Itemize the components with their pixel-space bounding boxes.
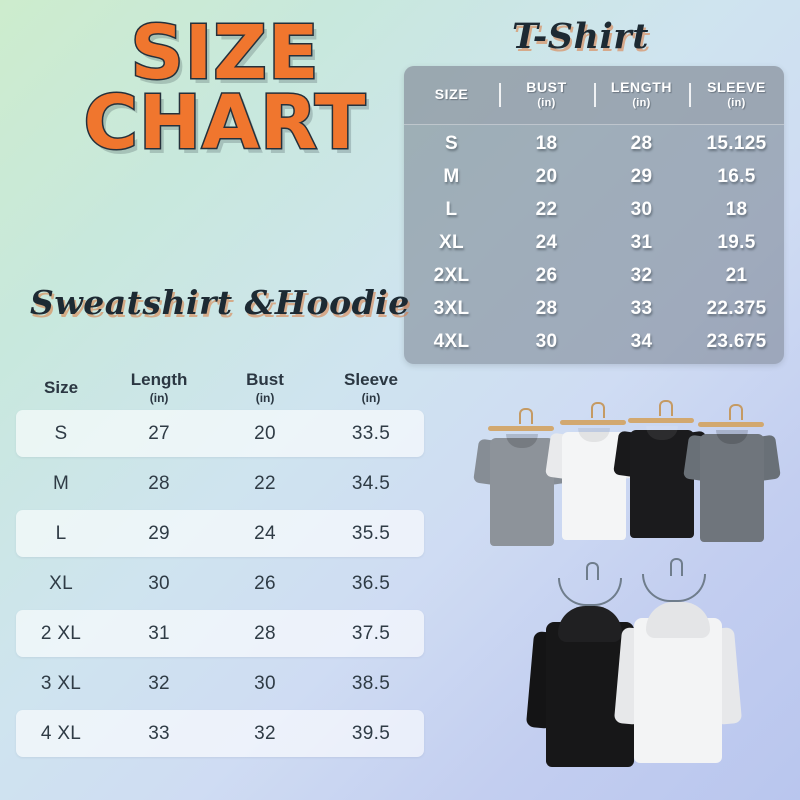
cell-bust: 20 <box>535 165 558 187</box>
table-row <box>16 710 424 757</box>
cell-length: 31 <box>148 622 170 644</box>
sweatshirt-header-sleeve-unit: (in) <box>361 390 381 405</box>
cell-length: 28 <box>148 472 170 494</box>
cell-bust: 24 <box>254 522 276 544</box>
table-row <box>404 127 784 160</box>
cell-sleeve: 16.5 <box>717 165 756 187</box>
sweatshirt-table-header-row <box>16 366 424 410</box>
table-row <box>404 193 784 226</box>
cell-size: 2XL <box>433 264 470 286</box>
table-row <box>404 226 784 259</box>
cell-length: 28 <box>630 132 653 154</box>
cell-length: 31 <box>630 231 653 253</box>
tshirt-table-header-row <box>404 66 784 125</box>
cell-length: 33 <box>630 297 653 319</box>
cell-bust: 22 <box>535 198 558 220</box>
cell-size: L <box>445 198 458 220</box>
sweatshirt-header-size: Size <box>44 378 79 398</box>
cell-bust: 30 <box>254 672 276 694</box>
cell-sleeve: 38.5 <box>351 672 391 694</box>
cell-length: 32 <box>148 672 170 694</box>
cell-size: M <box>52 472 70 494</box>
tshirt-header-bust-unit: (in) <box>537 96 556 109</box>
cell-bust: 18 <box>535 132 558 154</box>
cell-bust: 22 <box>254 472 276 494</box>
cell-sleeve: 39.5 <box>351 722 391 744</box>
table-row <box>16 660 424 707</box>
title-line-2: CHART <box>83 79 367 166</box>
cell-sleeve: 15.125 <box>706 132 767 154</box>
cell-sleeve: 21 <box>725 264 748 286</box>
cell-sleeve: 19.5 <box>717 231 756 253</box>
dark-grey-tshirt-photo <box>686 424 778 542</box>
white-hoodie-photo <box>618 590 738 765</box>
cell-sleeve: 23.675 <box>706 330 767 352</box>
cell-length: 34 <box>630 330 653 352</box>
tshirt-size-table <box>404 66 784 364</box>
cell-size: 3 XL <box>40 672 82 694</box>
tshirt-header-sleeve: SLEEVE (in) <box>689 79 784 110</box>
cell-sleeve: 35.5 <box>351 522 391 544</box>
sweatshirt-header-bust: Bust (in) <box>212 370 318 405</box>
cell-bust: 26 <box>254 572 276 594</box>
sweatshirt-heading: Sweatshirt &Hoodie <box>30 283 410 322</box>
table-row <box>16 510 424 557</box>
cell-length: 30 <box>148 572 170 594</box>
tshirt-header-sleeve-unit: (in) <box>727 96 746 109</box>
cell-sleeve: 37.5 <box>351 622 391 644</box>
cell-length: 30 <box>630 198 653 220</box>
page-title <box>60 10 390 166</box>
tshirt-header-size: SIZE <box>434 86 469 103</box>
cell-sleeve: 33.5 <box>351 422 391 444</box>
table-row <box>16 410 424 457</box>
cell-length: 29 <box>148 522 170 544</box>
cell-size: S <box>445 132 458 154</box>
table-row <box>404 325 784 358</box>
cell-length: 32 <box>630 264 653 286</box>
sweatshirt-size-table <box>16 366 424 760</box>
cell-bust: 28 <box>254 622 276 644</box>
cell-size: L <box>55 522 67 544</box>
table-row <box>404 292 784 325</box>
cell-bust: 20 <box>254 422 276 444</box>
sweatshirt-header-length-unit: (in) <box>149 390 169 405</box>
cell-sleeve: 22.375 <box>706 297 767 319</box>
cell-bust: 28 <box>535 297 558 319</box>
sweatshirt-header-bust-unit: (in) <box>255 390 275 405</box>
cell-sleeve: 34.5 <box>351 472 391 494</box>
tshirt-header-bust: BUST (in) <box>499 79 594 110</box>
cell-bust: 32 <box>254 722 276 744</box>
cell-size: M <box>443 165 460 187</box>
cell-size: XL <box>439 231 464 253</box>
cell-size: 4 XL <box>40 722 82 744</box>
table-row <box>404 259 784 292</box>
cell-size: 4XL <box>433 330 470 352</box>
cell-length: 33 <box>148 722 170 744</box>
table-row <box>16 560 424 607</box>
tshirt-header-length: LENGTH (in) <box>594 79 689 110</box>
sweatshirt-header-sleeve: Sleeve (in) <box>318 370 424 405</box>
cell-sleeve: 18 <box>725 198 748 220</box>
cell-length: 29 <box>630 165 653 187</box>
tshirt-photo-group <box>470 398 790 578</box>
cell-bust: 30 <box>535 330 558 352</box>
cell-bust: 26 <box>535 264 558 286</box>
cell-size: S <box>54 422 68 444</box>
sweatshirt-header-length: Length (in) <box>106 370 212 405</box>
hoodie-photo-group <box>510 570 790 780</box>
cell-bust: 24 <box>535 231 558 253</box>
cell-size: XL <box>49 572 73 594</box>
cell-size: 3XL <box>433 297 470 319</box>
table-row <box>404 160 784 193</box>
tshirt-table-body <box>404 125 784 358</box>
cell-length: 27 <box>148 422 170 444</box>
cell-sleeve: 36.5 <box>351 572 391 594</box>
tshirt-heading: T-Shirt <box>512 16 649 57</box>
title-line-1: SIZE <box>130 10 320 96</box>
tshirt-header-length-unit: (in) <box>632 96 651 109</box>
table-row <box>16 460 424 507</box>
cell-size: 2 XL <box>40 622 82 644</box>
table-row <box>16 610 424 657</box>
